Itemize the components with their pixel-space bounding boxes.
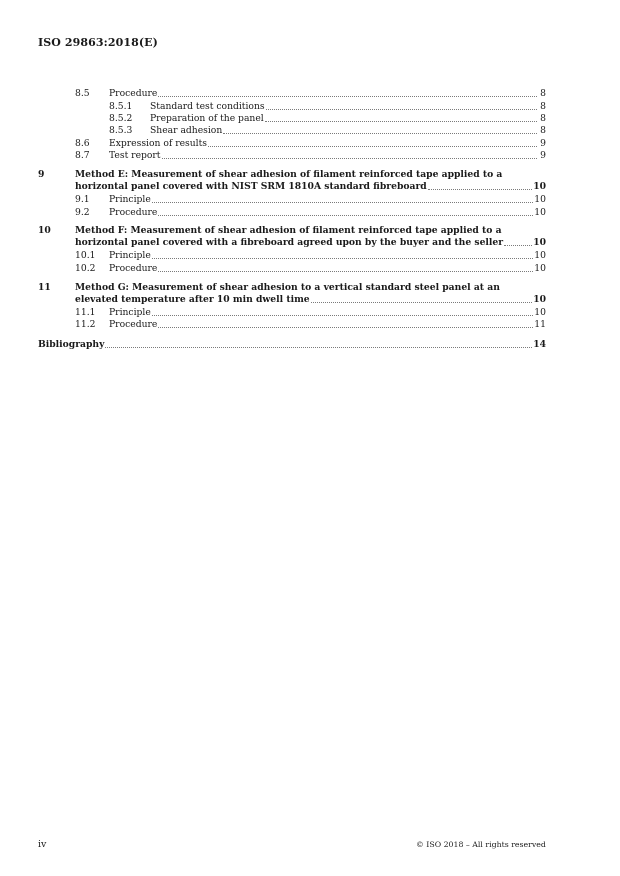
leader-dots	[208, 146, 537, 147]
toc-entry-11-1[interactable]	[109, 307, 546, 319]
toc-page: 8	[540, 113, 546, 124]
toc-page: 10	[533, 237, 546, 248]
toc-title: Preparation of the panel	[150, 113, 264, 124]
toc-title: Principle	[109, 250, 151, 261]
toc-page: 10	[534, 307, 546, 318]
toc-title: Expression of results	[109, 138, 207, 149]
toc-title: Standard test conditions	[150, 101, 265, 112]
toc-page: 8	[540, 88, 546, 99]
toc-title-line2: horizontal panel covered with NIST SRM 1810A standard fibreboard	[75, 181, 427, 192]
toc-number: 11.2	[75, 319, 96, 330]
toc-title: Procedure	[109, 319, 158, 330]
toc-title: Test report	[109, 150, 161, 161]
toc-entry-9-1[interactable]	[109, 194, 546, 206]
toc-title: Principle	[109, 194, 151, 205]
toc-page: 10	[533, 294, 546, 305]
copyright-notice: © ISO 2018 – All rights reserved	[416, 840, 546, 849]
toc-number: 8.5.3	[109, 125, 133, 136]
toc-title-line2: elevated temperature after 10 min dwell time	[75, 294, 310, 305]
toc-entry-10-1[interactable]	[109, 250, 546, 262]
toc-title-line1: Method G: Measurement of shear adhesion to a vertical standard steel panel at an	[75, 282, 500, 293]
toc-title-line1: Method E: Measurement of shear adhesion of filament reinforced tape applied to a	[75, 169, 503, 180]
toc-page: 14	[533, 339, 546, 350]
leader-dots	[158, 271, 533, 272]
toc-number: 10	[38, 225, 51, 236]
leader-dots	[223, 133, 537, 134]
toc-page: 9	[540, 138, 546, 149]
toc-page: 10	[534, 250, 546, 261]
toc-number: 9.2	[75, 207, 90, 218]
toc-number: 8.6	[75, 138, 90, 149]
toc-page: 9	[540, 150, 546, 161]
toc-entry-8-5-3[interactable]	[150, 125, 546, 137]
toc-title: Bibliography	[38, 339, 105, 350]
toc-page: 11	[534, 319, 546, 330]
leader-dots	[158, 96, 537, 97]
toc-page: 10	[534, 194, 546, 205]
toc-title: Shear adhesion	[150, 125, 223, 136]
toc-title-line1: Method F: Measurement of shear adhesion of filament reinforced tape applied to a	[75, 225, 502, 236]
toc-title: Procedure	[109, 207, 158, 218]
leader-dots	[265, 121, 537, 122]
toc-title-line2: horizontal panel covered with a fibreboard agreed upon by the buyer and the seller	[75, 237, 504, 248]
leader-dots	[266, 109, 537, 110]
toc-entry-8-5[interactable]	[109, 88, 546, 100]
leader-dots	[152, 258, 534, 259]
toc-title: Procedure	[109, 263, 158, 274]
toc-entry-8-7[interactable]	[109, 150, 546, 162]
toc-entry-8-5-2[interactable]	[150, 113, 546, 125]
leader-dots	[504, 245, 532, 246]
leader-dots	[158, 215, 533, 216]
page-number: iv	[38, 839, 47, 850]
toc-entry-11-2[interactable]	[109, 319, 546, 331]
leader-dots	[428, 189, 532, 190]
toc-entry-bibliography[interactable]	[38, 339, 546, 351]
leader-dots	[162, 158, 537, 159]
toc-page: 10	[533, 181, 546, 192]
toc-number: 11	[38, 282, 51, 293]
toc-entry-11[interactable]	[75, 294, 546, 306]
toc-entry-9[interactable]	[75, 181, 546, 193]
toc-title: Procedure	[109, 88, 158, 99]
toc-number: 10.2	[75, 263, 96, 274]
toc-entry-8-6[interactable]	[109, 138, 546, 150]
leader-dots	[152, 202, 534, 203]
toc-number: 9	[38, 169, 45, 180]
toc-page: 10	[534, 263, 546, 274]
toc-number: 8.5.2	[109, 113, 133, 124]
document-id-header: ISO 29863:2018(E)	[38, 36, 158, 49]
toc-number: 8.7	[75, 150, 90, 161]
toc-number: 9.1	[75, 194, 90, 205]
toc-number: 8.5	[75, 88, 90, 99]
toc-title: Principle	[109, 307, 151, 318]
toc-page: 8	[540, 101, 546, 112]
toc-number: 8.5.1	[109, 101, 133, 112]
toc-entry-10[interactable]	[75, 237, 546, 249]
toc-page: 10	[534, 207, 546, 218]
toc-entry-8-5-1[interactable]	[150, 101, 546, 113]
leader-dots	[152, 315, 534, 316]
leader-dots	[105, 347, 532, 348]
toc-entry-10-2[interactable]	[109, 263, 546, 275]
toc-page: 8	[540, 125, 546, 136]
toc-number: 10.1	[75, 250, 96, 261]
toc-number: 11.1	[75, 307, 96, 318]
toc-entry-9-2[interactable]	[109, 207, 546, 219]
leader-dots	[158, 327, 533, 328]
leader-dots	[311, 302, 533, 303]
